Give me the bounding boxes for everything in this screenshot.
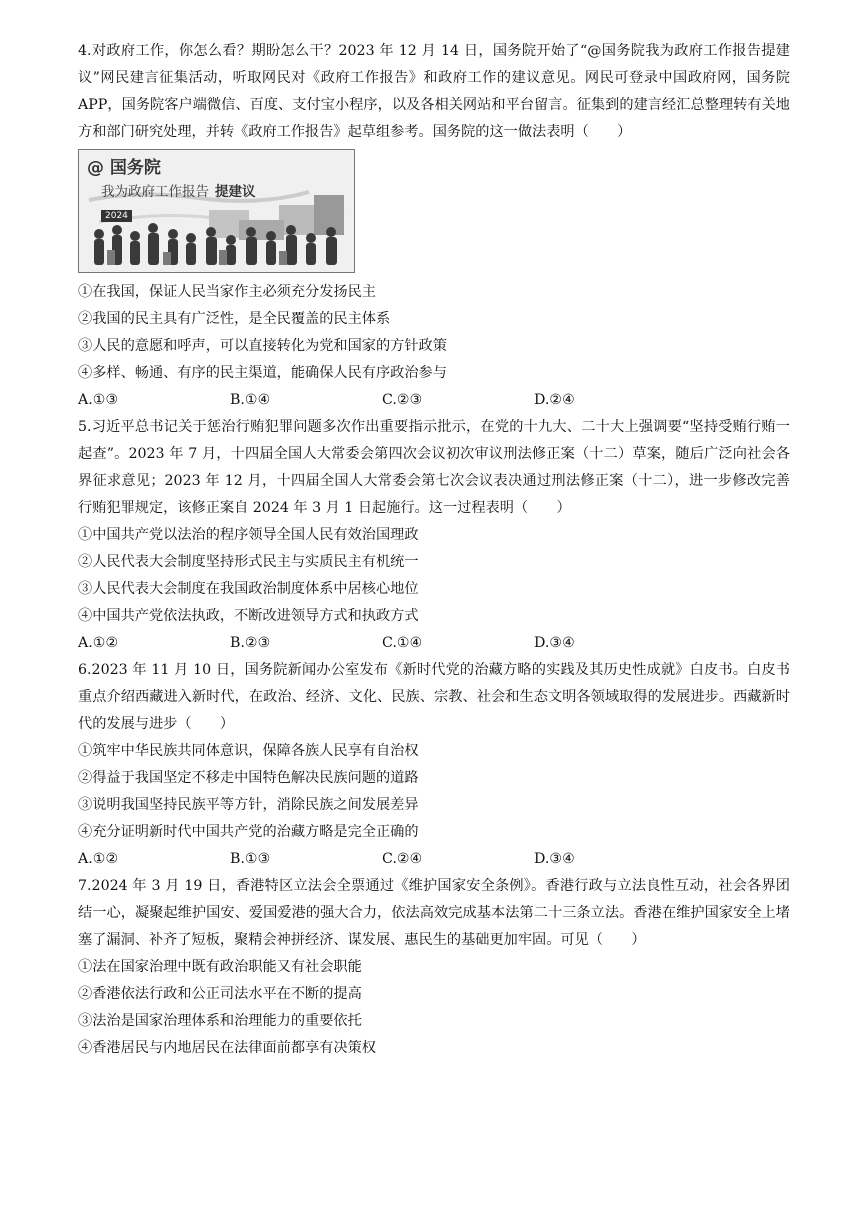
answer-choice-c[interactable]: C.②③ xyxy=(382,392,423,408)
answer-choices xyxy=(78,387,790,414)
option-statement: ①法在国家治理中既有政治职能又有社会职能 xyxy=(78,959,362,975)
answer-choice-c[interactable]: C.②④ xyxy=(382,851,423,867)
answer-choice-a[interactable]: A.①③ xyxy=(78,392,119,408)
question-stem: 5.习近平总书记关于惩治行贿犯罪问题多次作出重要指示批示，在党的十九大、二十大上强调要“坚持受贿行贿一起查”。2023 年 7 月，十四届全国人大常委会第四次会议初次审议刑法修正案（十二）草案，随后广泛向社会各界征求意见；2023 年 12 月，十四届全国人大常委会第七次会议表决通过刑法修正案（十二），进一步修改完善行贿犯罪规定，该修正案自 2024 年 3 月 1 日起施行。这一过程表明（ ） xyxy=(78,419,790,516)
question-7 xyxy=(78,873,790,1062)
figure-subtitle-bold: 提建议 xyxy=(215,184,256,200)
answer-choice-d[interactable]: D.③④ xyxy=(534,851,575,867)
answer-choice-a[interactable]: A.①② xyxy=(78,635,119,651)
answer-choices xyxy=(78,846,790,873)
figure-subtitle xyxy=(101,180,256,200)
option-statement: ①中国共产党以法治的程序领导全国人民有效治国理政 xyxy=(78,527,419,543)
answer-choice-b[interactable]: B.①④ xyxy=(230,392,271,408)
option-statement: ③法治是国家治理体系和治理能力的重要依托 xyxy=(78,1013,362,1029)
answer-choice-c[interactable]: C.①④ xyxy=(382,635,423,651)
option-statement: ③说明我国坚持民族平等方针，消除民族之间发展差异 xyxy=(78,797,419,813)
answer-choice-b[interactable]: B.②③ xyxy=(230,635,271,651)
answer-choice-d[interactable]: D.③④ xyxy=(534,635,575,651)
question-stem: 6.2023 年 11 月 10 日，国务院新闻办公室发布《新时代党的治藏方略的实践及其历史性成就》白皮书。白皮书重点介绍西藏进入新时代，在政治、经济、文化、民族、宗教、社会和生态文明各领域取得的发展进步。西藏新时代的发展与进步（ ） xyxy=(78,662,790,732)
option-statement: ④多样、畅通、有序的民主渠道，能确保人民有序政治参与 xyxy=(78,365,447,381)
option-statement: ②香港依法行政和公正司法水平在不断的提高 xyxy=(78,986,362,1002)
illustration-image xyxy=(78,149,355,273)
option-statement: ④香港居民与内地居民在法律面前都享有决策权 xyxy=(78,1040,376,1056)
option-statement: ②我国的民主具有广泛性，是全民覆盖的民主体系 xyxy=(78,311,391,327)
question-4 xyxy=(78,38,790,414)
option-statement: ③人民代表大会制度在我国政治制度体系中居核心地位 xyxy=(78,581,419,597)
option-statement: ④充分证明新时代中国共产党的治藏方略是完全正确的 xyxy=(78,824,419,840)
option-statement: ①在我国，保证人民当家作主必须充分发扬民主 xyxy=(78,284,376,300)
answer-choices xyxy=(78,630,790,657)
option-statement: ④中国共产党依法执政，不断改进领导方式和执政方式 xyxy=(78,608,419,624)
answer-choice-a[interactable]: A.①② xyxy=(78,851,119,867)
option-statement: ①筑牢中华民族共同体意识，保障各族人民享有自治权 xyxy=(78,743,419,759)
option-statement: ③人民的意愿和呼声，可以直接转化为党和国家的方针政策 xyxy=(78,338,447,354)
figure-title: @ 国务院 xyxy=(87,158,161,178)
option-statement: ②得益于我国坚定不移走中国特色解决民族问题的道路 xyxy=(78,770,419,786)
figure-year-badge: 2024 xyxy=(101,210,132,222)
question-5 xyxy=(78,414,790,657)
answer-choice-b[interactable]: B.①③ xyxy=(230,851,271,867)
question-6 xyxy=(78,657,790,873)
answer-choice-d[interactable]: D.②④ xyxy=(534,392,575,408)
figure-subtitle-text: 我为政府工作报告 xyxy=(101,184,209,200)
option-statement: ②人民代表大会制度坚持形式民主与实质民主有机统一 xyxy=(78,554,419,570)
exam-page xyxy=(78,38,790,1062)
question-stem: 7.2024 年 3 月 19 日，香港特区立法会全票通过《维护国家安全条例》。香港行政与立法良性互动，社会各界团结一心，凝聚起维护国安、爱国爱港的强大合力，依法高效完成基本法第二十三条立法。香港在维护国家安全上堵塞了漏洞、补齐了短板，聚精会神拼经济、谋发展、惠民生的基础更加牢固。可见（ ） xyxy=(78,878,790,948)
question-stem: 4.对政府工作，你怎么看？期盼怎么干？2023 年 12 月 14 日，国务院开始了“@国务院我为政府工作报告提建议”网民建言征集活动，听取网民对《政府工作报告》和政府工作的建议意见。网民可登录中国政府网，国务院 APP，国务院客户端微信、百度、支付宝小程序，以及各相关网站和平台留言。征集到的建言经汇总整理转有关地方和部门研究处理，并转《政府工作报告》起草组参考。国务院的这一做法表明（ ） xyxy=(78,43,790,140)
